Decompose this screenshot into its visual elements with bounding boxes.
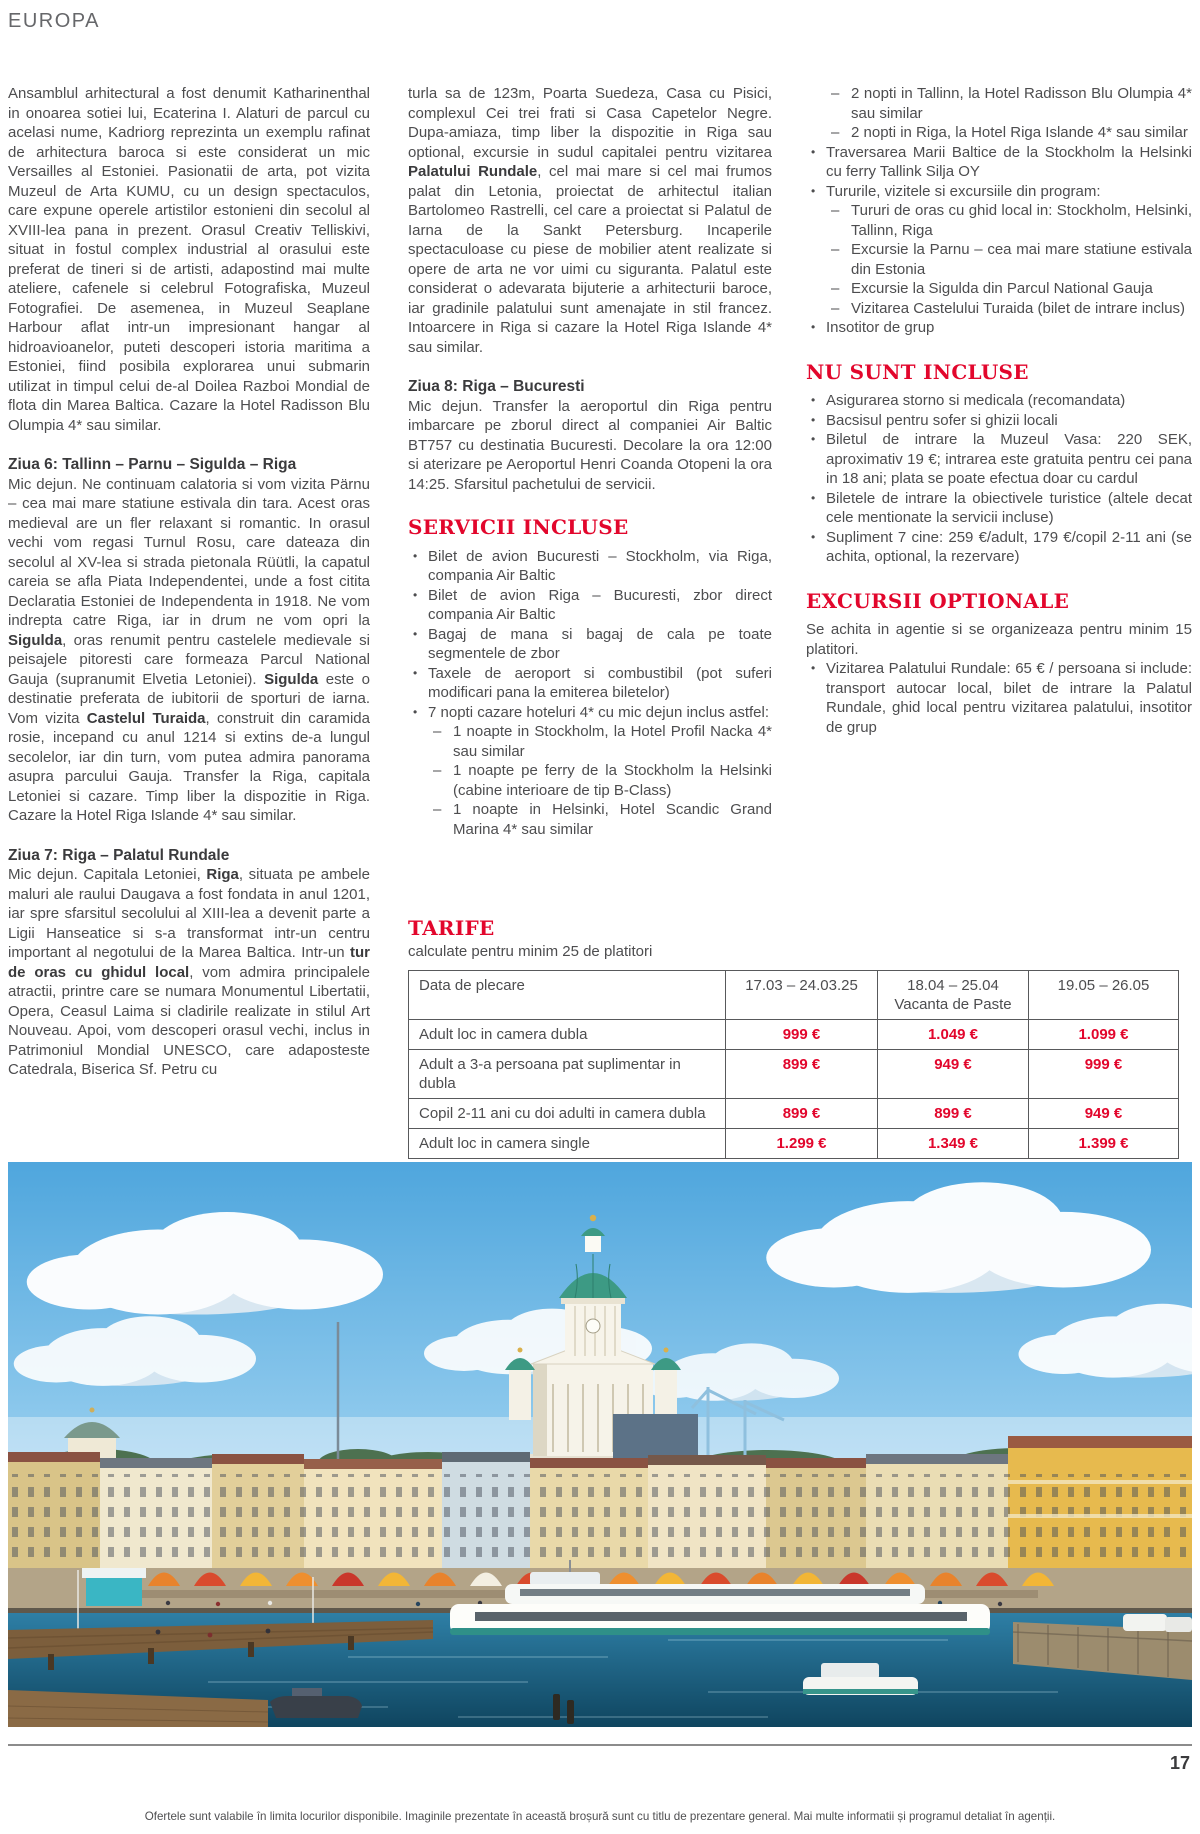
sub-list-item [408, 722, 772, 761]
text-segment: , situata pe ambele maluri ale raului Daugava a fost fondata in anul 1201, iar spre sfarsitul secolului al XIII-lea a devenit parte a Ligii Hanseatice si s-a transformat intr-un centru important al negotului de la Marea Baltica. Intr-un [8, 866, 370, 961]
bullet-marker: • [811, 412, 816, 427]
list-item-text: Asigurarea storno si medicala (recomandata) [826, 392, 1126, 409]
table-row [409, 1020, 1179, 1050]
services-continued-list [806, 143, 1192, 338]
column-2 [408, 84, 772, 839]
text-segment: Sigulda [264, 670, 319, 688]
text-segment: este o destinatie preferata de iubitorii de sporturi de iarna. Vom vizita [8, 670, 371, 727]
table-row [409, 1099, 1179, 1129]
price-cell: 899 € [726, 1050, 878, 1099]
services-continued-sublist [806, 84, 1192, 143]
table-row [409, 1050, 1179, 1099]
list-item-text: Excursie la Parnu – cea mai mare statiune estivala din Estonia [851, 241, 1192, 278]
dash-marker: – [433, 723, 442, 740]
footer-divider [8, 1744, 1192, 1746]
row-label-cell: Adult loc in camera dubla [409, 1020, 726, 1050]
price-cell: 899 € [726, 1099, 878, 1129]
price-cell: 1.349 € [878, 1129, 1029, 1159]
paragraph-kadriorg [8, 84, 370, 435]
list-item-text: Tururi de oras cu ghid local in: Stockholm, Helsinki, Tallinn, Riga [851, 202, 1192, 239]
column-1 [8, 84, 370, 1100]
sub-list-item [408, 800, 772, 839]
price-cell: 1.099 € [1029, 1020, 1179, 1050]
list-item-text: Bagaj de mana si bagaj de cala pe toate segmentele de zbor [428, 625, 772, 662]
text-segment: Palatului Rundale [408, 163, 538, 180]
bullet-marker: • [413, 587, 418, 602]
sub-list-item [806, 299, 1192, 319]
price-cell: 949 € [878, 1050, 1029, 1099]
list-item-text: Tururile, vizitele si excursiile din program: [826, 182, 1101, 200]
price-cell: 999 € [726, 1020, 878, 1050]
list-item [806, 411, 1192, 431]
bullet-marker: • [811, 529, 816, 544]
tariffs-section [408, 916, 1178, 1159]
text-segment: Castelul Turaida [86, 709, 206, 727]
dash-marker: – [831, 241, 840, 258]
bullet-marker: • [811, 320, 816, 334]
list-item-text: Excursie la Sigulda din Parcul National Gauja [851, 280, 1153, 297]
price-cell: 899 € [878, 1099, 1029, 1129]
not-included-title: NU SUNT INCLUSE [806, 359, 1029, 384]
list-item-text: Taxele de aeroport si combustibil (pot suferi modificari pana la emiterea biletelor) [428, 664, 772, 701]
list-item-text: Insotitor de grup [826, 319, 935, 336]
helsinki-photo-svg [8, 1162, 1192, 1727]
day7-title: Ziua 7: Riga – Palatul Rundale [8, 846, 230, 864]
day6-title: Ziua 6: Tallinn – Parnu – Sigulda – Riga [8, 456, 297, 473]
text-segment: Mic dejun. Transfer la aeroportul din Riga pentru imbarcare pe zborul direct al companiei Air Baltic BT757 cu destinatia Bucuresti. Decolare la ora 12:00 si aterizare pe Aeroportul Henri Coanda Otopeni la ora 14:25. Sfarsitul pachetului de servicii. [408, 397, 772, 493]
bullet-marker: • [811, 183, 816, 198]
list-item [806, 489, 1192, 528]
list-item [806, 182, 1192, 202]
list-item-text: Bacsisul pentru sofer si ghizii locali [826, 411, 1058, 429]
footer-disclaimer: Ofertele sunt valabile în limita locurilor disponibile. Imaginile prezentate în această broșură sunt cu titlu de prezentare general. Mai multe informatii și programul detaliat în agenții. [144, 1810, 1056, 1823]
bullet-marker: • [811, 144, 816, 159]
sub-list-item [408, 761, 772, 800]
sub-list-item [806, 201, 1192, 240]
paragraph-day8 [408, 397, 772, 495]
list-item-text: Vizitarea Palatului Rundale: 65 € / persoana si include: transport autocar local, bilet de intrare la Palatul Rundale, ghid local pentru vizitarea palatului, insotitor de grup [826, 660, 1192, 736]
row-label-cell: Adult loc in camera single [409, 1129, 726, 1159]
list-item [408, 703, 772, 723]
dash-marker: – [433, 762, 442, 779]
services-included-title: SERVICII INCLUSE [408, 515, 629, 539]
list-item-text: Biletele de intrare la obiectivele turistice (altele decat cele mentionate la servicii incluse) [826, 489, 1192, 526]
helsinki-harbor-photo [8, 1162, 1192, 1727]
header-line-2: Vacanta de Paste [894, 996, 1012, 1013]
list-item-text: Bilet de avion Bucuresti – Stockholm, via Riga, compania Air Baltic [428, 547, 772, 584]
list-item [806, 143, 1192, 182]
price-cell: 999 € [1029, 1050, 1179, 1099]
bullet-marker: • [811, 393, 816, 407]
list-item [806, 391, 1192, 411]
price-cell: 1.399 € [1029, 1129, 1179, 1159]
list-item [408, 664, 772, 703]
paragraph-day7 [8, 865, 370, 1080]
text-segment: turla sa de 123m, Poarta Suedeza, Casa cu Pisici, complexul Cei trei frati si Casa Capetelor Negre. Dupa-amiaza, timp liber la dispozitie in Riga sau optional, excursie in sudul capitalei pentru vizitarea [408, 85, 772, 161]
list-item [806, 528, 1192, 567]
section-label: EUROPA [8, 10, 100, 32]
optional-excursions-intro: Se achita in agentie si se organizeaza pentru minim 15 platitori. [806, 621, 1192, 658]
price-cell: 949 € [1029, 1099, 1179, 1129]
text-segment: , vom admira principalele atractii, printre care se numara Monumentul Libertatii, Opera, Ceasul Laima si cladirile realizate in stilul Art Nouveau. Apoi, vom descoperi orasul vechi, inclus in Patrimoniul Mondial UNESCO, care adaposteste Catedrala, Biserica Sf. Petru cu [8, 963, 370, 1078]
list-item-text: 7 nopti cazare hoteluri 4* cu mic dejun inclus astfel: [428, 703, 770, 721]
page-number: 17 [1169, 1753, 1190, 1773]
dash-marker: – [433, 801, 442, 818]
sub-list-item [806, 240, 1192, 279]
dash-marker: – [831, 280, 840, 297]
list-item-text: 1 noapte pe ferry de la Stockholm la Helsinki (cabine interioare de tip B-Class) [453, 762, 772, 799]
paragraph-riga-continued [408, 84, 772, 357]
tariffs-table [408, 970, 1179, 1159]
text-segment: Ansamblul arhitectural a fost denumit Katharinenthal in onoarea sotiei lui, Ecaterina I. Alaturi de parcul cu acelasi nume, Kadriorg reprezinta un exemplu rafinat de arhitectura baroca si este considerat un mic Versailles al Estoniei. Pasionatii de arta, pot vizita Muzeul de Arta KUMU, cu un design spectaculos, care expune operele artistilor estonieni din secolul al XVIII-lea pana in prezent. Orasul Creativ Telliskivi, situat in fostul complex industrial al orasului este preferat de tineri si de artisti, adapostind mai multe ateliere, cafenele si celebrul Fotografiska, Muzeul Fotografiei. De asemenea, in Muzeul Seaplane Harbour aflat intr-un impresionant hangar al hidroavioanelor, puteti descoperi istoria maritima a Estoniei, fiind posibila explorarea unui submarin utilizat in timpul celui de-al Doilea Razboi Mondial de flota din Marea Baltica. Cazare la Hotel Radisson Blu Olumpia 4* sau similar. [8, 85, 370, 434]
table-header-row [409, 971, 1179, 1020]
not-included-list [806, 391, 1192, 567]
bullet-marker: • [811, 661, 816, 675]
list-item [408, 586, 772, 625]
list-item-text: Biletul de intrare la Muzeul Vasa: 220 SEK, aproximativ 19 €; intrarea este gratuita pentru cei pana in 18 ani; plata se poate efectua doar cu cardul [826, 431, 1192, 487]
list-item [806, 430, 1192, 489]
bullet-marker: • [413, 704, 418, 719]
list-item-text: Vizitarea Castelului Turaida (bilet de intrare inclus) [851, 299, 1186, 317]
text-segment: Sigulda [8, 631, 63, 649]
header-line-1: Data de plecare [419, 977, 525, 994]
list-item [408, 625, 772, 664]
table-header-cell [878, 971, 1029, 1020]
text-segment: Mic dejun. Ne continuam calatoria si vom vizita Pärnu – cea mai mare statiune estivala din tara. Acest oras medieval are un fler relaxant si romantic. In orasul vechi vom regasi Turnul Rosu, care dateaza din secolul al XV-lea si strada pietonala Rüütli, la capatul careia se afla Piata Independentei, unde a fost citita Declaratia Estoniei de Independenta in 1918. Ne vom indrepta catre Riga, iar in drum ne vom opri la [8, 475, 370, 629]
tariffs-table-body [409, 1020, 1179, 1159]
optional-excursions-list [806, 659, 1192, 737]
services-included-list [408, 547, 772, 840]
optional-excursions-title: EXCURSII OPTIONALE [806, 588, 1070, 613]
text-segment: tur de oras cu ghidul local [8, 944, 370, 981]
bullet-marker: • [811, 432, 816, 446]
list-item-text: Bilet de avion Riga – Bucuresti, zbor direct compania Air Baltic [428, 586, 772, 623]
bullet-marker: • [413, 548, 418, 563]
table-row [409, 1129, 1179, 1159]
table-header-cell [409, 971, 726, 1020]
tariffs-title: TARIFE [408, 916, 495, 940]
header-line-1: 19.05 – 26.05 [1057, 977, 1150, 994]
text-segment: Riga [206, 866, 239, 883]
list-item [806, 659, 1192, 737]
price-cell: 1.049 € [878, 1020, 1029, 1050]
dash-marker: – [831, 202, 840, 219]
header-line-1: 18.04 – 25.04 [907, 977, 999, 994]
list-item-text: Traversarea Marii Baltice de la Stockholm la Helsinki cu ferry Tallink Silja OY [826, 143, 1192, 180]
row-label-cell: Adult a 3-a persoana pat suplimentar in dubla [409, 1050, 726, 1099]
header-line-1: 17.03 – 24.03.25 [745, 977, 858, 994]
list-item-text: 2 nopti in Riga, la Hotel Riga Islande 4* sau similar [851, 124, 1188, 141]
table-header-cell [726, 971, 878, 1020]
text-segment: , cel mai mare si cel mai frumos palat din Letonia, proiectat de arhitectul italian Bartolomeo Rastrelli, cel care a proiectat si Palatul de Iarna de la Sankt Petersburg. Incaperile spectaculoase cu piese de mobilier atent realizate si opere de arta ne vor uimi cu siguranta. Palatul este considerat o adevarata bijuterie a arhitecturii baroce, iar gradinile palatului sunt amenajate in stil francez. Intoarcere in Riga si cazare la Hotel Riga Islande 4* sau similar. [408, 163, 772, 356]
tariffs-subtitle: calculate pentru minim 25 de platitori [408, 943, 653, 960]
list-item [806, 318, 1192, 338]
sub-list-item [806, 84, 1192, 123]
sub-list-item [806, 123, 1192, 143]
paragraph-day6 [8, 475, 370, 826]
list-item-text: 1 noapte in Stockholm, la Hotel Profil Nacka 4* sau similar [453, 723, 772, 760]
sub-list-item [806, 279, 1192, 299]
table-header-cell [1029, 971, 1179, 1020]
text-segment: , construit din caramida rosie, incepand cu anul 1214 si extins de-a lungul secolelor, iar din turn, vom putea admira panorama asupra parcului Gauja. Transfer la Riga, capitala Letoniei si cazare. Timp liber la dispozitie in Riga. Cazare la Hotel Riga Islande 4* sau similar. [8, 709, 370, 824]
bullet-marker: • [811, 490, 816, 505]
bullet-marker: • [413, 665, 418, 680]
price-cell: 1.299 € [726, 1129, 878, 1159]
row-label-cell: Copil 2-11 ani cu doi adulti in camera dubla [409, 1099, 726, 1129]
text-segment: Mic dejun. Capitala Letoniei, [8, 866, 207, 883]
list-item-text: 2 nopti in Tallinn, la Hotel Radisson Blu Olumpia 4* sau similar [851, 85, 1192, 122]
tariffs-table-head [409, 971, 1179, 1020]
dash-marker: – [831, 299, 840, 317]
day8-title: Ziua 8: Riga – Bucuresti [408, 378, 585, 395]
bullet-marker: • [413, 626, 418, 641]
dash-marker: – [831, 124, 840, 141]
list-item-text: Supliment 7 cine: 259 €/adult, 179 €/copil 2-11 ani (se achita, optional, la rezervare) [826, 528, 1192, 565]
text-segment: , oras renumit pentru castelele medievale si peisajele pitoresti care formeaza Parcul National Gauja (supranumit Elvetia Letoniei). [8, 631, 370, 688]
dash-marker: – [831, 85, 840, 102]
list-item-text: 1 noapte in Helsinki, Hotel Scandic Grand Marina 4* sau similar [453, 801, 772, 838]
column-3 [806, 84, 1192, 737]
list-item [408, 547, 772, 586]
